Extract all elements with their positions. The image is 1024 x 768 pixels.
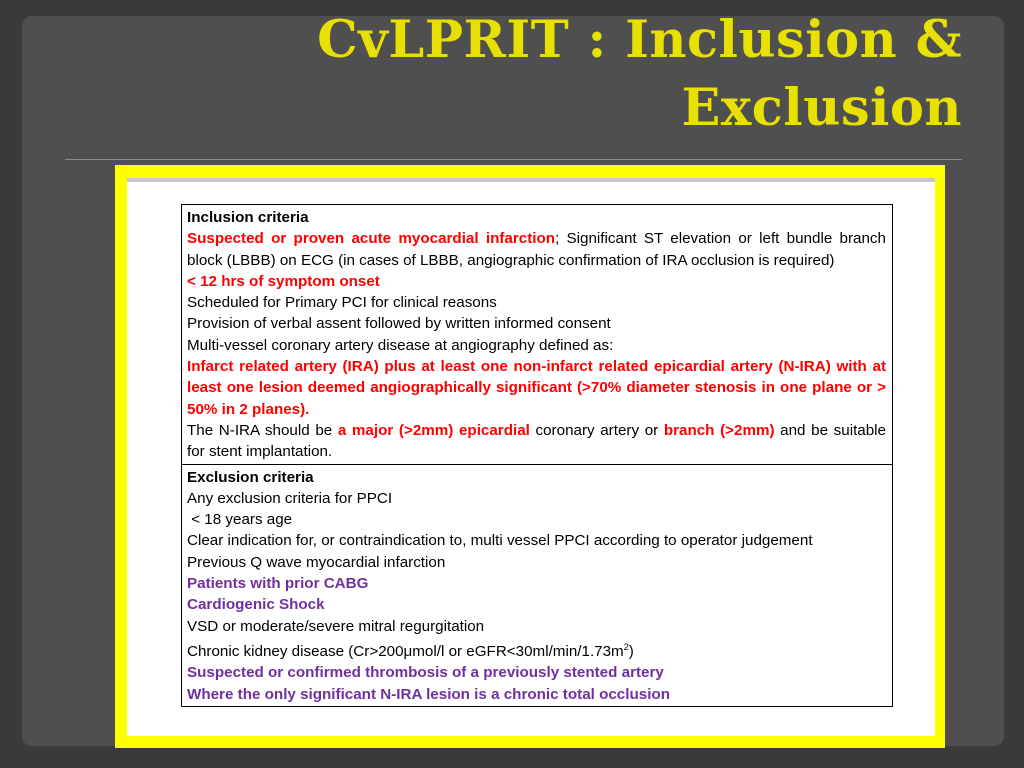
inclusion-heading: Inclusion criteria [187,209,309,226]
exclusion-item-8-superscript: 2 [623,641,629,652]
exclusion-item-5: Patients with prior CABG [187,575,369,593]
title-divider [65,159,962,160]
slide-title-line-1: CvLPRIT : Inclusion & [317,10,962,70]
inclusion-item-7-text-c: coronary artery or [529,421,664,439]
exclusion-item-4: Previous Q wave myocardial infarction [187,553,446,571]
inclusion-item-2: < 12 hrs of symptom onset [187,272,380,290]
inclusion-item-1-highlight: Suspected or proven acute myocardial infarction [187,230,556,248]
slide-title [182,6,962,142]
exclusion-item-6: Cardiogenic Shock [187,596,325,614]
inclusion-item-1-text: ; Significant ST elevation or left bundle branch block (LBBB) on ECG (in cases of LBBB, angiographic confirmation of IRA occlusion is required) [187,230,886,269]
inclusion-item-7 [187,420,886,463]
inclusion-item-7-highlight-b: a major (>2mm) epicardial [337,421,530,439]
slide-title-line-2: Exclusion [681,78,962,138]
exclusion-item-10: Where the only significant N-IRA lesion is a chronic total occlusion [187,685,670,703]
inclusion-item-7-text-e: and be suitable for stent implantation. [187,421,886,461]
inclusion-item-7-text-a: The N-IRA should be [187,421,338,439]
inclusion-section [182,205,892,464]
exclusion-item-1: Any exclusion criteria for PPCI [187,489,393,507]
exclusion-item-9: Suspected or confirmed thrombosis of a previously stented artery [187,664,664,682]
exclusion-item-3: Clear indication for, or contraindication to, multi vessel PPCI according to operator judgement [187,532,813,550]
inclusion-item-1 [187,228,886,271]
inclusion-item-5: Multi-vessel coronary artery disease at angiography defined as: [187,336,614,354]
exclusion-item-8 [187,637,886,662]
inclusion-item-4: Provision of verbal assent followed by written informed consent [187,315,611,333]
inclusion-item-3: Scheduled for Primary PCI for clinical reasons [187,294,497,312]
exclusion-item-7: VSD or moderate/severe mitral regurgitation [187,617,485,635]
exclusion-item-8-text-a: Chronic kidney disease (Cr>200μmol/l or eGFR<30ml/min/1.73m [187,643,624,660]
criteria-image [127,178,935,736]
exclusion-item-8-text-b: ) [628,643,634,660]
exclusion-section [182,464,892,706]
exclusion-heading: Exclusion criteria [187,468,314,486]
exclusion-item-2: < 18 years age [187,511,293,529]
inclusion-item-6: Infarct related artery (IRA) plus at least one non-infarct related epicardial artery (N-IRA) with at least one lesion deemed angiographically significant (>70% diameter stenosis in one plane or > 50% in 2 planes). [187,358,886,418]
inclusion-item-7-highlight-d: branch (>2mm) [663,421,775,439]
criteria-table [181,204,893,707]
